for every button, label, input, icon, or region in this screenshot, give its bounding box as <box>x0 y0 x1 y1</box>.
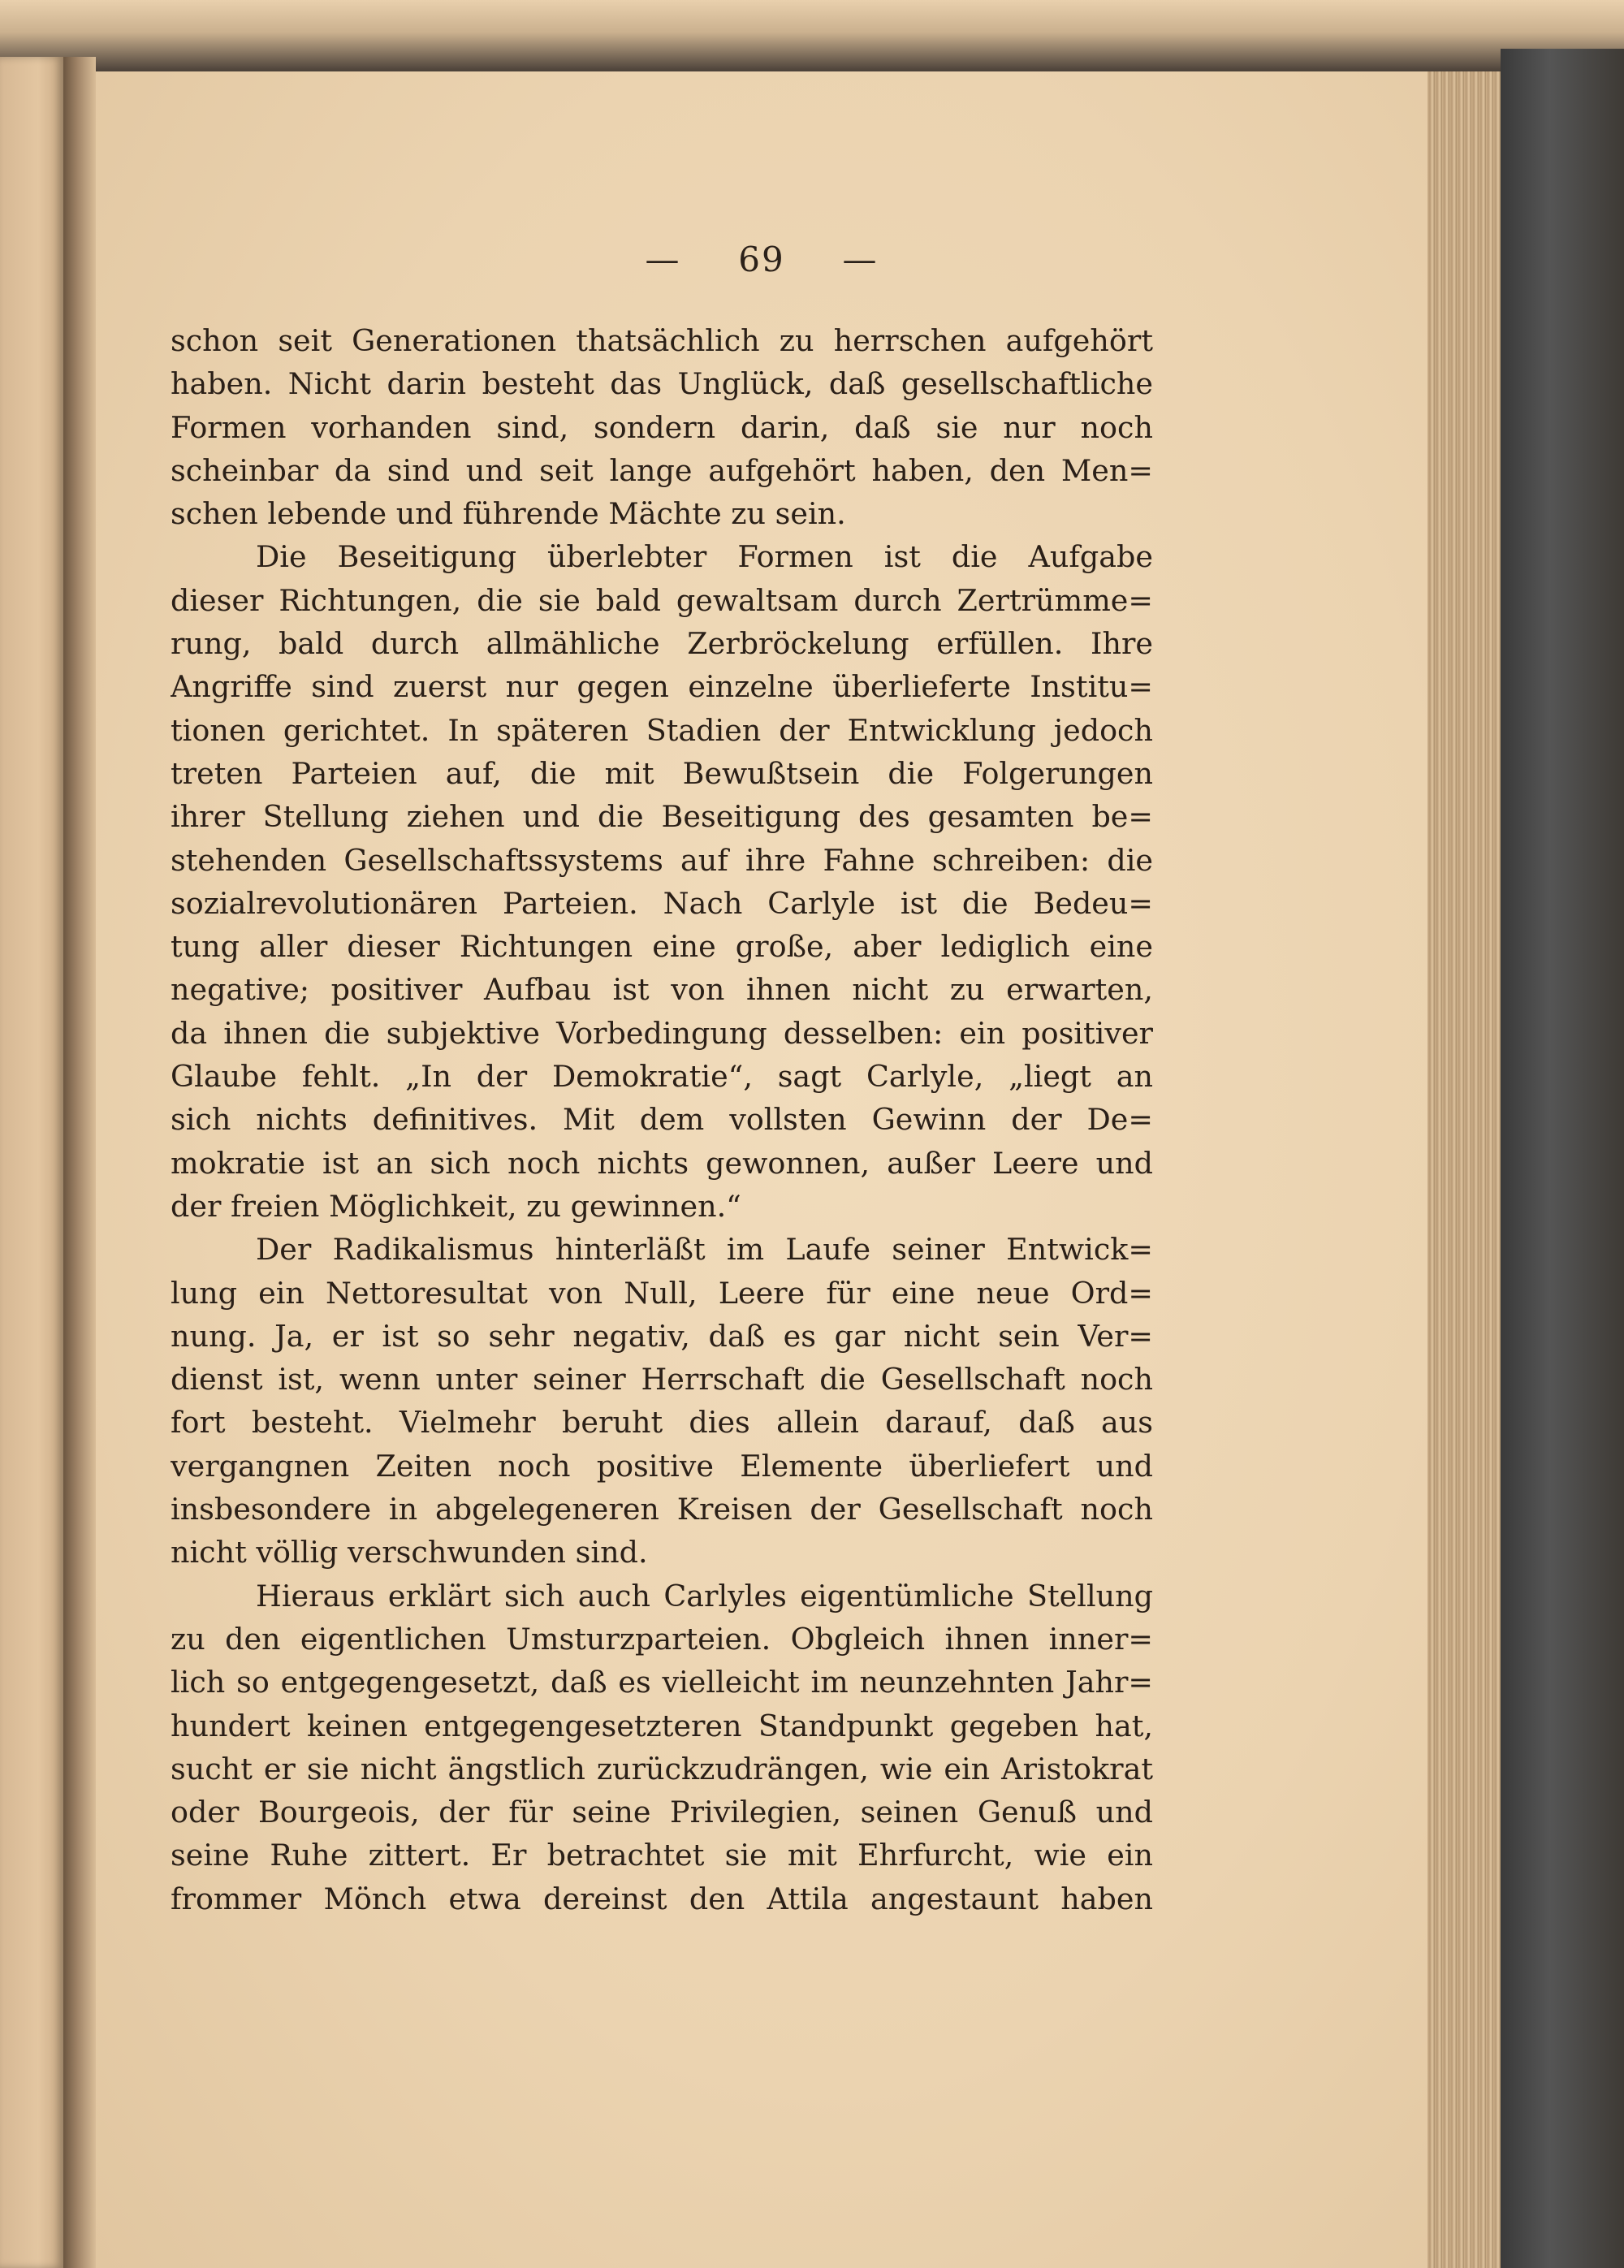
text-line: sich nichts definitives. Mit dem vollsten Gewinn der De= <box>171 1102 1153 1138</box>
text-line: Die Beseitigung überlebter Formen ist die Aufgabe <box>256 539 1153 575</box>
text-line: negative; positiver Aufbau ist von ihnen nicht zu erwarten, <box>171 972 1153 1008</box>
text-line: schon seit Generationen thatsächlich zu herrschen aufgehört <box>171 323 1153 358</box>
text-line: da ihnen die subjektive Vorbedingung desselben: ein positiver <box>171 1015 1153 1051</box>
header-dash-left: — <box>645 240 681 279</box>
text-line: nicht völlig verschwunden sind. <box>171 1535 648 1570</box>
text-line: seine Ruhe zittert. Er betrachtet sie mit Ehrfurcht, wie ein <box>171 1838 1153 1873</box>
header-dash-right: — <box>842 240 879 279</box>
text-line: haben. Nicht darin besteht das Unglück, daß gesellschaftliche <box>171 366 1153 402</box>
text-line: frommer Mönch etwa dereinst den Attila angestaunt haben <box>171 1881 1153 1916</box>
text-line: zu den eigentlichen Umsturzparteien. Obgleich ihnen inner= <box>171 1621 1153 1657</box>
text-line: hundert keinen entgegengesetzteren Standpunkt gegeben hat, <box>171 1708 1153 1743</box>
text-line: ihrer Stellung ziehen und die Beseitigung des gesamten be= <box>171 799 1153 835</box>
text-line: Hieraus erklärt sich auch Carlyles eigentümliche Stellung <box>256 1578 1153 1614</box>
text-line: sucht er sie nicht ängstlich zurückzudrängen, wie ein Aristokrat <box>171 1751 1153 1786</box>
text-line: nung. Ja, er ist so sehr negativ, daß es gar nicht sein Ver= <box>171 1318 1153 1354</box>
text-line: vergangnen Zeiten noch positive Elemente überliefert und <box>171 1448 1153 1484</box>
text-line: insbesondere in abgelegeneren Kreisen der Gesellschaft noch <box>171 1492 1153 1527</box>
text-line: tung aller dieser Richtungen eine große, aber lediglich eine <box>171 929 1153 965</box>
text-line: dienst ist, wenn unter seiner Herrschaft die Gesellschaft noch <box>171 1362 1153 1398</box>
page-stack-edges <box>1427 71 1501 2268</box>
text-line: Formen vorhanden sind, sondern darin, daß sie nur noch <box>171 409 1153 445</box>
text-line: mokratie ist an sich noch nichts gewonnen, außer Leere und <box>171 1145 1153 1181</box>
page-number: 69 <box>738 240 785 279</box>
text-line: sozialrevolutionären Parteien. Nach Carlyle ist die Bedeu= <box>171 885 1153 921</box>
text-line: Angriffe sind zuerst nur gegen einzelne überlieferte Institu= <box>171 669 1153 705</box>
book-cover-edge <box>1501 49 1624 2268</box>
left-page-edge <box>0 57 63 2268</box>
text-line: oder Bourgeois, der für seine Privilegien, seinen Genuß und <box>171 1795 1153 1830</box>
text-line: rung, bald durch allmähliche Zerbröckelung erfüllen. Ihre <box>171 626 1153 662</box>
text-line: lung ein Nettoresultat von Null, Leere für eine neue Ord= <box>171 1275 1153 1311</box>
text-line: tionen gerichtet. In späteren Stadien der Entwicklung jedoch <box>171 712 1153 748</box>
book-gutter <box>63 57 96 2268</box>
text-line: scheinbar da sind und seit lange aufgehört haben, den Men= <box>171 452 1153 488</box>
text-line: schen lebende und führende Mächte zu sein. <box>171 496 846 532</box>
text-line: fort besteht. Vielmehr beruht dies allein darauf, daß aus <box>171 1405 1153 1441</box>
text-line: dieser Richtungen, die sie bald gewaltsam durch Zertrümme= <box>171 582 1153 618</box>
page-header <box>96 240 1427 279</box>
text-line: Glaube fehlt. „In der Demokratie“, sagt Carlyle, „liegt an <box>171 1059 1153 1095</box>
text-line: der freien Möglichkeit, zu gewinnen.“ <box>171 1188 741 1224</box>
text-line: Der Radikalismus hinterläßt im Laufe seiner Entwick= <box>256 1232 1153 1268</box>
book-top-edge <box>0 0 1624 71</box>
text-line: stehenden Gesellschaftssystems auf ihre Fahne schreiben: die <box>171 842 1153 878</box>
text-line: lich so entgegengesetzt, daß es vielleicht im neunzehnten Jahr= <box>171 1665 1153 1700</box>
body-text <box>171 319 1153 1920</box>
text-line: treten Parteien auf, die mit Bewußtsein die Folgerungen <box>171 755 1153 791</box>
